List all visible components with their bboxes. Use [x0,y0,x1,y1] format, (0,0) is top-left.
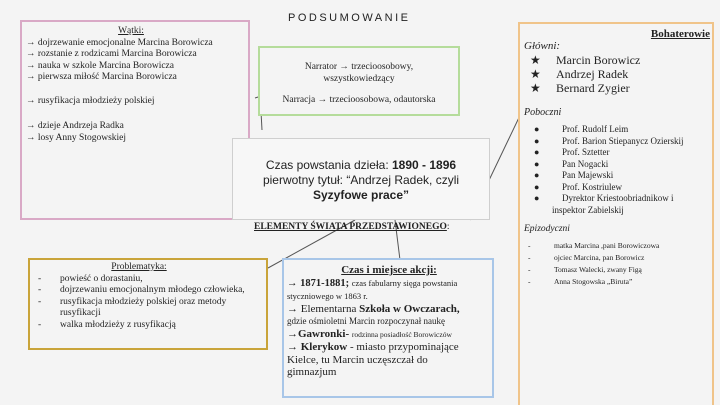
poboczny-name: inspektor Zabielskij [552,204,624,215]
poboczny-name: Prof. Sztetter [562,147,610,157]
czas-powstania-line1 [240,158,482,173]
czas-powstania-label: Czas powstania dzieła: [265,158,392,172]
narracja-text: Narracja → trzecioosobowa, odautorska [282,95,436,105]
page-title: PODSUMOWANIE [288,12,411,24]
czas-miejsce-line4: gdzie ośmioletni Marcin rozpoczynał naukę [287,316,445,326]
watki-rusyfikacja: → rusyfikacja młodzieży polskiej [26,95,155,106]
szkola-name: Szkoła w Owczarach, [359,302,460,315]
czas-miejsce-note: czas fabularny sięga powstania [351,277,458,288]
glowni-label: Główni: [524,40,561,52]
czas-powstania-content [240,158,482,203]
epizodyczni-label: Epizodyczni [524,224,570,234]
bullet-icon: ● [534,193,540,203]
watki-item: → pierwsza miłość Marcina Borowicza [26,72,177,82]
bohaterowie-content [524,28,712,288]
star-icon: ★ [530,81,541,95]
poboczny-item [524,182,712,194]
watki-extra: → losy Anny Stogowskiej [26,132,127,143]
czas-miejsce-content [287,264,491,379]
problematyka-content [34,262,262,331]
czas-miejsce-line7: Kielce, tu Marcin uczęszczał do [287,353,428,366]
narrator-line2: wszystkowiedzący [323,73,395,84]
bullet-icon: ● [534,170,540,180]
czas-powstania-line3: Syzyfowe prace” [312,188,410,202]
poboczny-item [524,193,712,205]
poboczny-item [524,205,712,217]
elementy-colon: : [446,222,450,232]
poboczny-name: Pan Majewski [562,170,614,180]
szkola-prefix: → Elementarna [287,302,360,315]
bohaterowie-heading: Bohaterowie [650,28,710,40]
czas-miejsce-years: → 1871-1881; [287,277,352,289]
gawronki-name: →Gawronki- [287,327,352,340]
poboczny-item [524,136,712,148]
narrator-content [262,62,456,107]
gawronki-desc: rodzinna posiadłość Borowiczów [351,329,452,339]
watki-item: → rozstanie z rodzicami Marcina Borowicza [26,49,197,59]
watki-content [26,26,246,144]
star-icon: ★ [530,67,541,81]
glowny-name: Andrzej Radek [556,67,629,81]
poboczni-label: Poboczni [524,107,562,118]
bullet-icon: ● [534,181,540,192]
czas-miejsce-line5 [287,328,491,342]
bullet-icon: ● [534,147,540,157]
poboczny-item [524,159,712,171]
czas-powstania-line2: pierwotny tytuł: “Andrzej Radek, czyli [262,173,460,187]
elementy-text: ELEMENTY ŚWIATA PRZEDSTAWIONEGO [254,222,447,232]
epizodyczny-item: - ojciec Marcina, pan Borowicz [524,252,712,264]
glowny-name: Marcin Borowicz [556,53,641,67]
elementy-label [254,222,450,234]
watki-heading: Wątki: [118,26,144,36]
poboczny-name: Prof. Barion Stiepanycz Ozierskij [562,135,684,146]
epizodyczny-item: - Anna Stogowska „Biruta” [524,276,712,288]
epizodyczny-item: - Tomasz Walecki, zwany Figą [524,264,712,276]
bullet-icon: ● [534,135,540,146]
czas-miejsce-heading: Czas i miejsce akcji: [341,264,437,276]
glowny-item [524,67,712,81]
narrator-line1: Narrator → trzecioosobowy, [304,62,414,72]
epizodyczny-item: - matka Marcina ,pani Borowiczowa [524,240,712,252]
problematyka-item: - powieść o dorastaniu, [34,274,262,286]
poboczny-item [524,170,712,182]
problematyka-heading: Problematyka: [111,262,167,272]
poboczny-name: Dyrektor Kriestoobriadnikow i [562,193,674,203]
czas-miejsce-line6 [287,341,491,354]
star-icon: ★ [530,53,541,67]
poboczny-name: Prof. Kostriulew [562,181,622,192]
czas-powstania-value: 1890 - 1896 [392,158,457,172]
poboczny-item [524,124,712,136]
klerykow-name: → Klerykow [287,341,348,353]
watki-item: → dojrzewanie emocjonalne Marcina Borowicza [26,37,213,48]
czas-miejsce-line3 [287,303,491,316]
glowny-name: Bernard Zygier [556,81,630,95]
czas-miejsce-line1 [287,277,491,291]
watki-extra: → dzieje Andrzeja Radka [26,121,124,131]
bullet-icon: ● [534,124,540,134]
problematyka-item: - walka młodzieży z rusyfikacją [34,320,262,332]
czas-miejsce-line2: styczniowego w 1863 r. [287,291,368,301]
poboczny-name: Pan Nogacki [562,158,609,169]
problematyka-item: - dojrzewaniu emocjonalnym młodego człowieka, [34,285,262,297]
poboczny-item [524,147,712,159]
watki-item: → nauka w szkole Marcina Borowicza [26,60,174,71]
klerykow-desc: - miasto przypominające [347,341,459,353]
glowny-item [524,53,712,67]
glowny-item [524,81,712,95]
problematyka-item: - rusyfikacja młodzieży polskiej oraz metody rusyfikacji [34,297,262,320]
czas-miejsce-line8: gimnazjum [287,366,337,378]
bullet-icon: ● [534,158,540,169]
poboczny-name: Prof. Rudolf Leim [562,124,629,134]
